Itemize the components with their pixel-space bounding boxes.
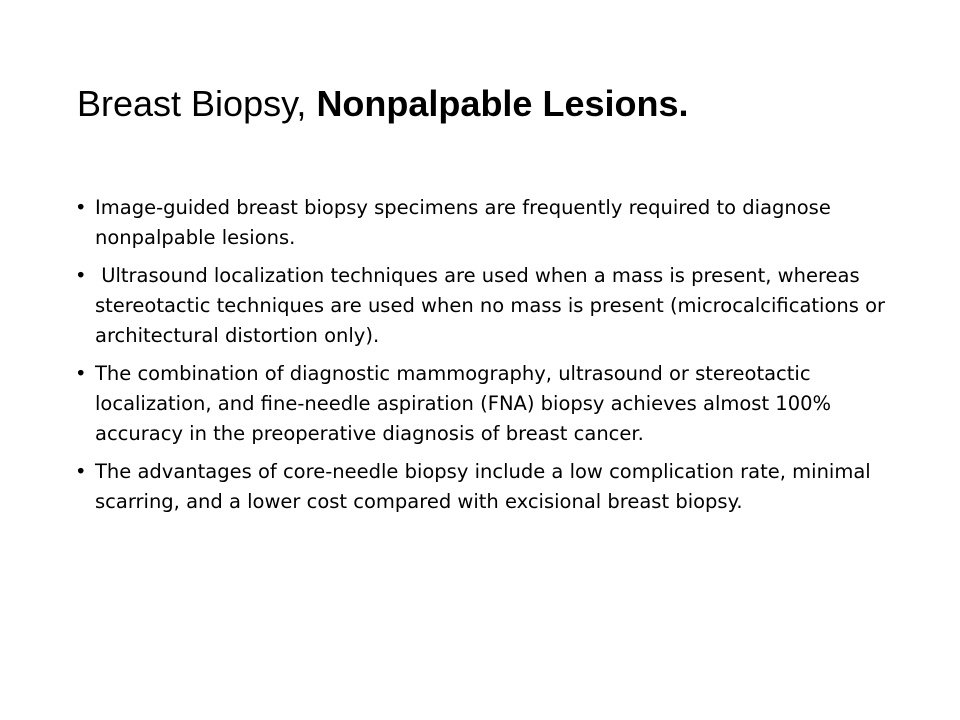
bullet-item-core-needle-advantages: • The advantages of core-needle biopsy include a low complication rate, minimal scarring, and a lower cost compared with excisional breast biopsy. <box>75 457 895 517</box>
bullet-item-image-guided-biopsy: • Image-guided breast biopsy specimens are frequently required to diagnose nonpalpable lesions. <box>75 193 895 253</box>
slide-title-regular: Breast Biopsy, <box>77 83 317 124</box>
bullet-item-combination-accuracy: • The combination of diagnostic mammography, ultrasound or stereotactic localization, and fine-needle aspiration (FNA) biopsy achieves almost 100% accuracy in the preoperative diagnosis of breast cancer. <box>75 359 895 449</box>
slide-title <box>77 78 937 130</box>
bullet-list <box>75 193 895 525</box>
slide-title-bold: Nonpalpable Lesions. <box>316 83 689 124</box>
bullet-item-localization-techniques: • Ultrasound localization techniques are used when a mass is present, whereas stereotactic techniques are used when no mass is present (microcalcifications or architectural distortion only). <box>75 261 895 351</box>
